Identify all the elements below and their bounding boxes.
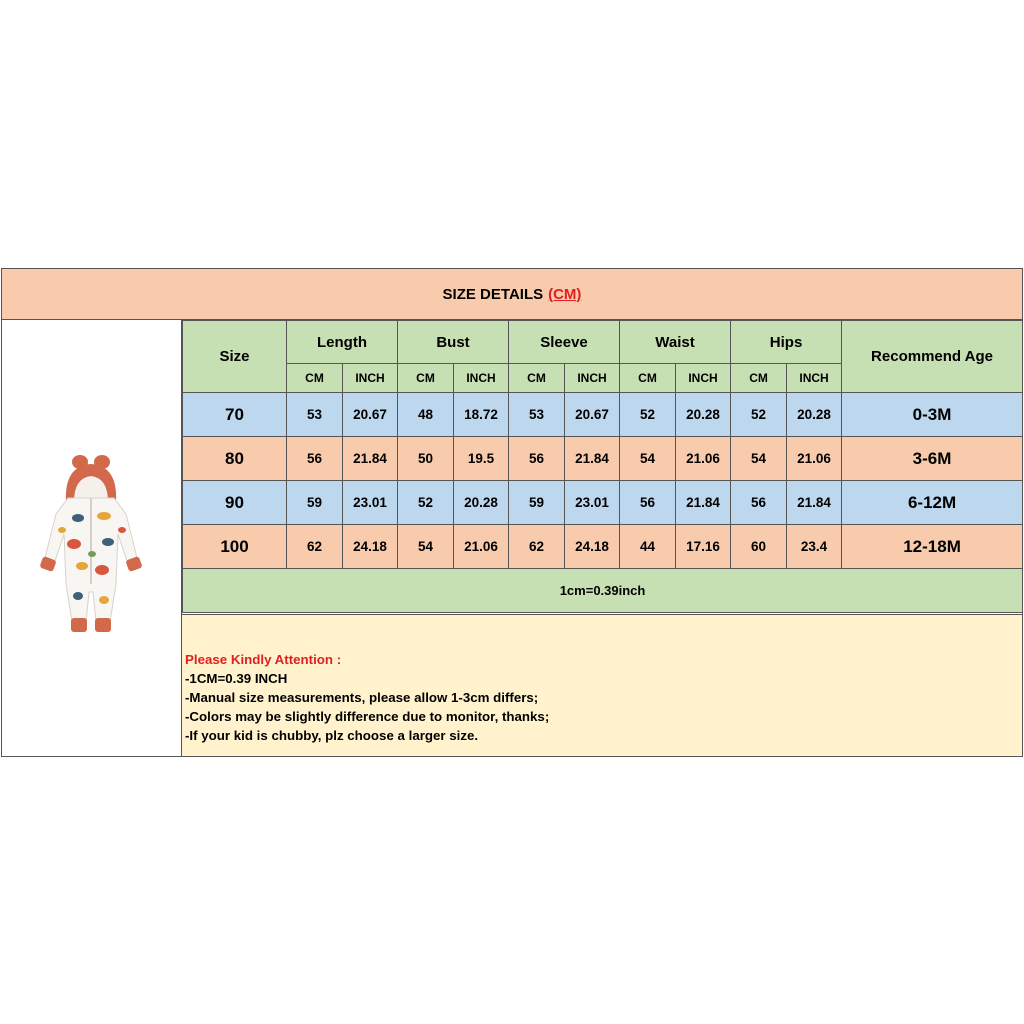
bust-inch: 18.72 xyxy=(454,393,509,437)
attention-line: -Colors may be slightly difference due to monitor, thanks; xyxy=(185,709,550,724)
unit-inch-header: INCH xyxy=(676,364,731,393)
sleeve-inch: 20.67 xyxy=(565,393,620,437)
sleeve-inch: 23.01 xyxy=(565,481,620,525)
recommend-age-value: 12-18M xyxy=(842,525,1023,569)
conversion-row xyxy=(183,569,1023,613)
hips-inch: 23.4 xyxy=(787,525,842,569)
unit-inch-header: INCH xyxy=(565,364,620,393)
size-chart xyxy=(1,268,1023,757)
sleeve-inch: 24.18 xyxy=(565,525,620,569)
length-inch: 20.67 xyxy=(343,393,398,437)
waist-inch: 21.06 xyxy=(676,437,731,481)
hips-inch: 20.28 xyxy=(787,393,842,437)
bust-inch: 19.5 xyxy=(454,437,509,481)
size-details-title xyxy=(2,269,1022,320)
bust-cm: 52 xyxy=(398,481,454,525)
bust-inch: 21.06 xyxy=(454,525,509,569)
bust-cm: 48 xyxy=(398,393,454,437)
sleeve-cm: 56 xyxy=(509,437,565,481)
waist-cm: 56 xyxy=(620,481,676,525)
attention-line: -If your kid is chubby, plz choose a larger size. xyxy=(185,728,479,743)
size-table xyxy=(182,320,1023,613)
bust-header: Bust xyxy=(398,321,509,364)
attention-line: -1CM=0.39 INCH xyxy=(185,671,288,686)
hips-cm: 52 xyxy=(731,393,787,437)
size-value: 70 xyxy=(183,393,287,437)
attention-title: Please Kindly Attention : xyxy=(185,652,342,667)
length-header: Length xyxy=(287,321,398,364)
length-cm: 62 xyxy=(287,525,343,569)
hips-header: Hips xyxy=(731,321,842,364)
title-label: SIZE DETAILS xyxy=(442,285,544,303)
hips-cm: 54 xyxy=(731,437,787,481)
header-row xyxy=(183,321,1023,364)
length-cm: 59 xyxy=(287,481,343,525)
length-inch: 24.18 xyxy=(343,525,398,569)
recommend-age-value: 0-3M xyxy=(842,393,1023,437)
recommend-age-header: Recommend Age xyxy=(842,321,1023,393)
unit-cm-header: CM xyxy=(620,364,676,393)
waist-cm: 54 xyxy=(620,437,676,481)
sleeve-cm: 62 xyxy=(509,525,565,569)
unit-cm-header: CM xyxy=(287,364,343,393)
recommend-age-value: 6-12M xyxy=(842,481,1023,525)
length-cm: 56 xyxy=(287,437,343,481)
hips-inch: 21.06 xyxy=(787,437,842,481)
waist-cm: 44 xyxy=(620,525,676,569)
bust-inch: 20.28 xyxy=(454,481,509,525)
length-cm: 53 xyxy=(287,393,343,437)
sleeve-inch: 21.84 xyxy=(565,437,620,481)
waist-inch: 20.28 xyxy=(676,393,731,437)
length-inch: 23.01 xyxy=(343,481,398,525)
waist-header: Waist xyxy=(620,321,731,364)
unit-cm-header: CM xyxy=(398,364,454,393)
unit-inch-header: INCH xyxy=(787,364,842,393)
product-photo xyxy=(2,320,182,756)
attention-line: -Manual size measurements, please allow 1-3cm differs; xyxy=(185,690,539,705)
waist-inch: 17.16 xyxy=(676,525,731,569)
attention-note xyxy=(182,614,1022,756)
length-inch: 21.84 xyxy=(343,437,398,481)
hips-inch: 21.84 xyxy=(787,481,842,525)
dinosaur-romper-icon xyxy=(38,454,148,644)
table-row xyxy=(183,525,1023,569)
size-value: 100 xyxy=(183,525,287,569)
bust-cm: 50 xyxy=(398,437,454,481)
table-row xyxy=(183,393,1023,437)
unit-inch-header: INCH xyxy=(454,364,509,393)
hips-cm: 60 xyxy=(731,525,787,569)
unit-cm-header: CM xyxy=(509,364,565,393)
waist-cm: 52 xyxy=(620,393,676,437)
table-row xyxy=(183,437,1023,481)
size-value: 90 xyxy=(183,481,287,525)
recommend-age-value: 3-6M xyxy=(842,437,1023,481)
bust-cm: 54 xyxy=(398,525,454,569)
size-header: Size xyxy=(183,321,287,393)
hips-cm: 56 xyxy=(731,481,787,525)
size-value: 80 xyxy=(183,437,287,481)
title-unit: (CM) xyxy=(548,285,582,303)
waist-inch: 21.84 xyxy=(676,481,731,525)
unit-inch-header: INCH xyxy=(343,364,398,393)
conversion-note: 1cm=0.39inch xyxy=(183,569,1023,613)
unit-cm-header: CM xyxy=(731,364,787,393)
table-row xyxy=(183,481,1023,525)
sleeve-header: Sleeve xyxy=(509,321,620,364)
sleeve-cm: 59 xyxy=(509,481,565,525)
sleeve-cm: 53 xyxy=(509,393,565,437)
